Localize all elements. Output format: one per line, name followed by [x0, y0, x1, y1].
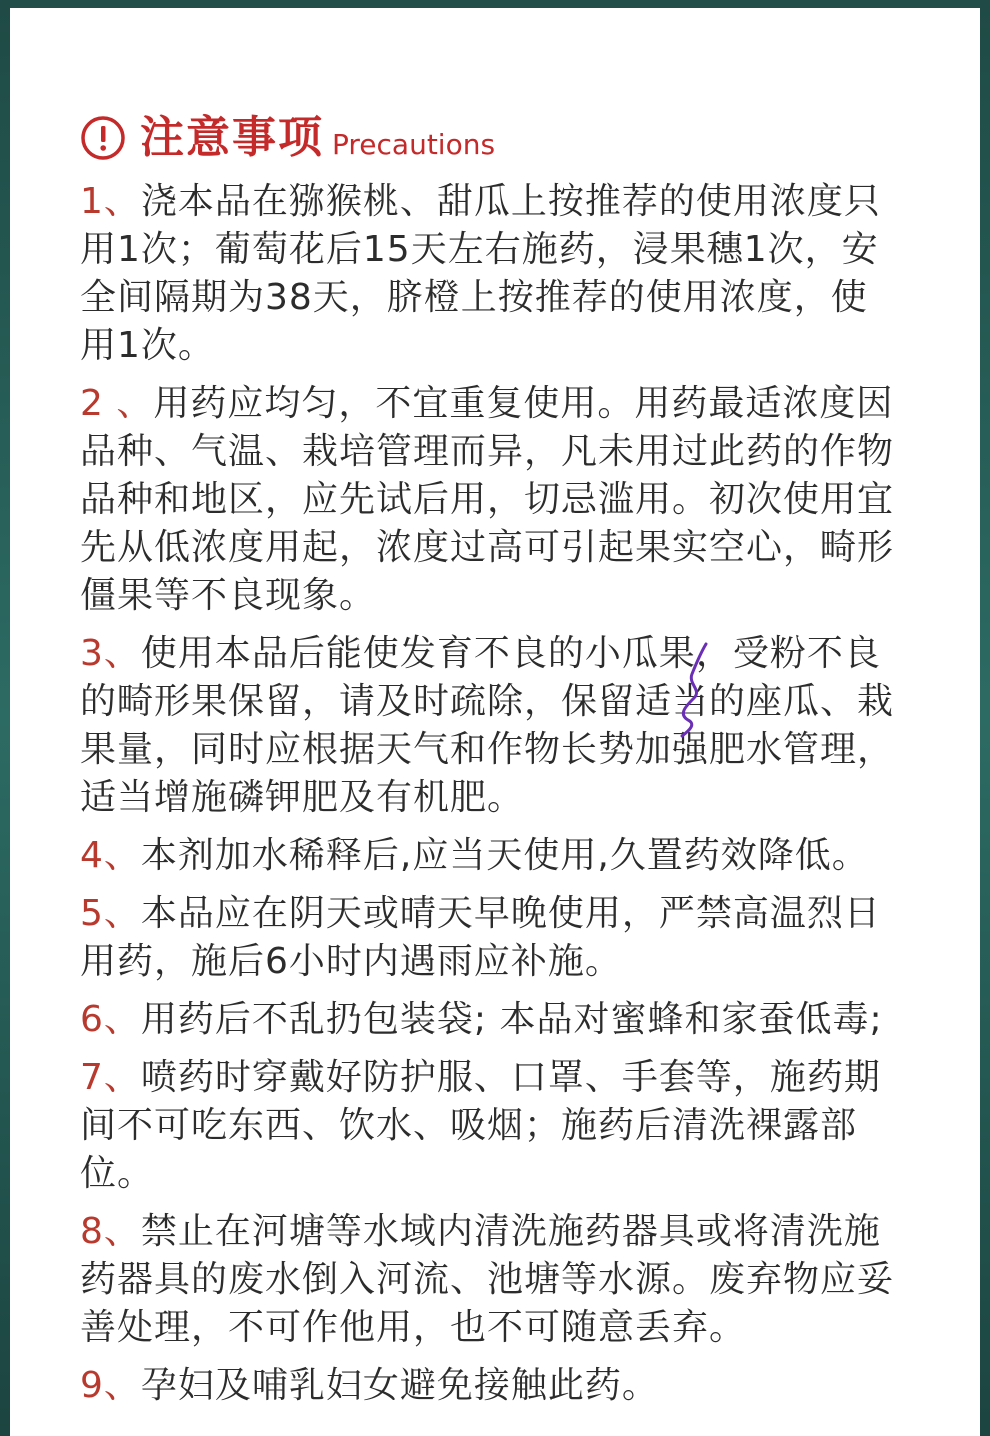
item-number: 8、 — [80, 1211, 141, 1252]
item-number: 3、 — [80, 633, 141, 674]
item-text: 使用本品后能使发育不良的小瓜果，受粉不良的畸形果保留，请及时疏除，保留适当的座瓜、栽果量，同时应根据天气和作物长势加强肥水管理，适当增施磷钾肥及有机肥。 — [80, 633, 895, 818]
list-item — [80, 1054, 900, 1198]
item-text: 本剂加水稀释后,应当天使用,久置药效降低。 — [140, 835, 869, 876]
list-item — [80, 1362, 900, 1410]
item-number: 7、 — [80, 1057, 141, 1098]
item-text: 孕妇及哺乳妇女避免接触此药。 — [140, 1365, 659, 1406]
item-number: 2 、 — [80, 383, 154, 424]
list-item — [80, 1208, 900, 1352]
right-frame-edge — [980, 0, 990, 1436]
item-text: 喷药时穿戴好防护服、口罩、手套等，施药期间不可吃东西、饮水、吸烟；施药后清洗裸露部位。 — [80, 1057, 881, 1194]
item-number: 4、 — [80, 835, 141, 876]
item-text: 浇本品在猕猴桃、甜瓜上按推荐的使用浓度只用1次；葡萄花后15天左右施药，浸果穗1次，安全间隔期为38天，脐橙上按推荐的使用浓度，使用1次。 — [80, 181, 881, 366]
precautions-list — [80, 178, 900, 1420]
section-header — [80, 108, 495, 168]
list-item — [80, 380, 900, 620]
list-item — [80, 630, 900, 822]
item-text: 用药应均匀，不宜重复使用。用药最适浓度因品种、气温、栽培管理而异，凡未用过此药的作物品种和地区，应先试后用，切忌滥用。初次使用宜先从低浓度用起，浓度过高可引起果实空心，畸形僵果等不良现象。 — [80, 383, 895, 616]
section-title-english: Precautions — [332, 128, 496, 161]
top-frame — [0, 0, 990, 8]
item-text: 用药后不乱扔包装袋; 本品对蜜蜂和家蚕低毒; — [140, 999, 883, 1040]
list-item — [80, 890, 900, 986]
exclamation-circle-icon — [80, 115, 126, 161]
item-number: 1、 — [80, 181, 141, 222]
list-item — [80, 178, 900, 370]
section-title: 注意事项 — [140, 112, 324, 163]
handwritten-scribble-mark — [672, 640, 712, 740]
item-number: 9、 — [80, 1365, 141, 1406]
list-item — [80, 832, 900, 880]
item-text: 本品应在阴天或晴天早晚使用，严禁高温烈日用药，施后6小时内遇雨应补施。 — [80, 893, 881, 982]
item-number: 5、 — [80, 893, 141, 934]
list-item — [80, 996, 900, 1044]
item-number: 6、 — [80, 999, 141, 1040]
left-frame-edge — [0, 0, 10, 1436]
item-text: 禁止在河塘等水域内清洗施药器具或将清洗施药器具的废水倒入河流、池塘等水源。废弃物应妥善处理，不可作他用，也不可随意丢弃。 — [80, 1211, 895, 1348]
